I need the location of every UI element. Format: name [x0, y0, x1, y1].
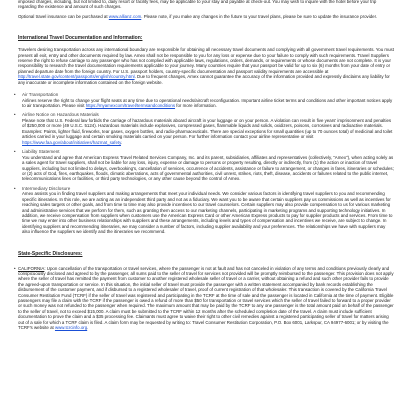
- item-text-end: .: [121, 139, 123, 145]
- insurance-text-start: Optional travel insurance can be purchased at: [18, 13, 109, 19]
- bullet-icon: •: [14, 265, 16, 271]
- california-label: CALIFORNIA: [18, 265, 45, 271]
- travel-insurance-paragraph: [18, 14, 394, 19]
- item-text-start: Airlines reserve the right to change your flight seats at any time due to operational needs/aircraft reconfiguration. Important airline ticket terms and conditions and other important notices apply to air transportation. Please visit: [22, 97, 393, 109]
- state-disclosures-heading: State-Specific Disclosures:: [18, 250, 83, 257]
- california-disclosure: [14, 265, 394, 331]
- international-text-end: . Due to frequent changes, Amex cannot guarantee the accuracy of the information provided and expressly disclaims any liability for any inaccurate or incomplete information contained on the foreign website.: [18, 74, 390, 85]
- list-item-liability-statement: [14, 149, 394, 182]
- allianz-link[interactable]: www.allianz.com: [108, 13, 142, 19]
- item-text: [22, 118, 394, 145]
- list-item-air-transportation: [14, 92, 394, 109]
- tcrc-link[interactable]: www.tcrcinfo.org: [54, 325, 88, 331]
- california-end: .: [87, 325, 89, 331]
- travel-info-list: [14, 92, 394, 235]
- item-text: You understand and agree that American Express Travel Related Services Company, Inc. and its parent, subsidiaries, affiliates and representatives (collectively, "Amex"), when acting solely as a sales agent for travel suppliers, shall not be liable for any loss, injury, expense or damage to persons or property resulting, directly or indirectly, from (1) the action or inaction of travel suppliers, including but not limited to delays, overbooking's, cancellation of services, occurrence of accidents, assistance or failure to arrangement, or changes in fares, itineraries or schedules; or (2) acts of God, fires, earthquakes, floods, climatic aberrations, acts of governmental authorities, civil unrest, strikes, riots, theft, disease, accidents or failures related to the public internet, telecommunications lines or facilities, or third party technologies, or any other cause beyond the control of Amex.: [22, 154, 394, 182]
- list-item-intermediary-disclosure: [14, 185, 394, 235]
- item-title: Liability Statement: [22, 149, 60, 155]
- faa-hazmat-link[interactable]: https://www.faa.gov/about/initiatives/hazmat_safety: [22, 139, 122, 145]
- insurance-text-end: . Please note, if you make any changes in the future to your travel plans, please be sure to update the insurance provider.: [141, 13, 378, 19]
- item-text-end: for more information.: [175, 103, 217, 109]
- item-title: Intermediary Disclosure: [22, 185, 71, 191]
- international-paragraph: [18, 47, 394, 85]
- terms-conditions-link[interactable]: https://myamexcom/travel/termsandconditions: [85, 103, 176, 109]
- list-item-hazardous-materials: [14, 112, 394, 145]
- international-travel-heading: International Travel Documentation and Information:: [18, 35, 143, 42]
- bullet-icon: •: [14, 149, 16, 155]
- bullet-icon: •: [14, 92, 16, 98]
- item-text: [22, 98, 394, 109]
- california-text: [18, 266, 394, 331]
- travel-state-gov-link[interactable]: http://travel.state.gov/content/passports/english/country.html: [18, 74, 135, 80]
- item-text: Amex assists you in finding travel suppliers and making arrangements that meet your individual needs. We consider various factors in identifying travel suppliers to you and recommending specific itineraries. In this role, we are acting as an independent third party and not as a fiduciary. We want you to be aware that certain suppliers pay us commissions as well as incentives for reaching sales targets or other goals, and from time to time may also provide incentives to our travel counselors. Certain suppliers may also provide compensation to us for various marketing and administrative services that we perform for them, such as granting them access to our marketing channels, participating in marketing programs and supporting technology initiatives. In addition, we receive compensation from suppliers when customers use the American Express Card or other American Express products to pay for supplier products and services. From time to time we may enter into other business relationships with suppliers and these arrangements, including levels and types of compensation and incentives we receive, are subject to change. In identifying suppliers and recommending itineraries, we may consider a number of factors, including supplier availability and your preferences. The relationships we have with suppliers may also influence the suppliers we identify and the itineraries we recommend.: [22, 191, 393, 235]
- california-body: : Upon cancellation of the transportation or travel services, where the passenger is not at fault and has not canceled in violation of any terms and conditions previously clearly and conspicuously disclosed and agreed to by the passenger, all sums paid to the seller of travel for services not provided will be promptly reimbursed to the passenger. This provision does not apply where the seller of travel has remitted the payment from customer to another registered wholesale seller of travel or a carrier, without obtaining a refund and such other provider fails to provide the agreed-upon transportation or service. In this situation, the initial seller of travel must provide the passenger with a written statement accompanied by bank records establishing the disbursement of the customer payment, and if disbursed to a registered wholesaler of travel, proof of current registration of that wholesaler. This transaction is covered by the California Travel Consumer Restitution Fund (TCRF) if the seller of travel was registered and participating in the TCRF at the time of sale and the passenger is located in California at the time of payment. Eligible passengers may file a claim with the TCRF if the passenger is owed a refund of more than $50 for transportation or travel services which the seller of travel failed to forward to a proper provider or such money was not refunded to the passenger when required. The maximum amount that may be paid by the TCRF to any one passenger is the total amount paid on behalf of the passenger to the seller of travel, not to exceed $15,000. A claim must be submitted to the TCRF within 12 months after the scheduled completion date of the travel. A claim must include sufficient documentation to prove the claim and a $35 processing fee. Claimants must agree to waive their right to other civil remedies against a registered participating seller of travel for matters arising out of a sale for which a TCRF claim is filed. A claim form may be requested by writing to: Travel Consumer Restitution Corporation, P.O. Box 6001, Larkspur, CA 94977-6001; or by visiting the TCRF's website at: [18, 265, 394, 331]
- international-text: Travelers desiring transportation across any international boundary are responsible for obtaining all necessary travel documents and complying with all government travel requirements. You must present all exit, entry and other documents required by law. Amex shall not be responsible to you for any loss or expense due to your failure to comply with such requirements. Travel Suppliers reserve the right to refuse carriage to any passenger who has not complied with applicable laws, regulations, orders, demands, or requirements or whose documents are not complete. It is your responsibility to research the travel documentation requirements applicable to your journey. Many countries require that your passport be valid for up to six (6) months from your date of entry or planned departure date from the foreign country. For U.S. passport holders, country-specific documentation and passport validity requirements are accessible at: [18, 47, 394, 74]
- item-title: Airline Notice on Hazardous Materials: [22, 112, 99, 118]
- bullet-icon: •: [14, 112, 16, 118]
- item-text-start: Please note that U.S. Federal law forbids the carriage of hazardous materials aboard aircraft in your luggage or on your person. A violation can result in five years' imprisonment and penalties of $250,000 or more (49 U.S.C. 5124). Hazardous materials include explosives, compressed gases, flammable liquids and solids, oxidizers, poisons, corrosives and radioactive materials. Examples: Paints, lighter fluid, fireworks, tear gases, oxygen bottles, and radio-pharmaceuticals. There are special exceptions for small quantities (up to 70 ounces total) of medicinal and toilet articles carried in your luggage and certain smoking materials carried on your person. For further information contact your airline representative or visit: [22, 118, 393, 140]
- item-title: Air Transportation: [22, 92, 59, 98]
- bullet-icon: •: [14, 185, 16, 191]
- intro-paragraph: imposed charges, including, but not limited to, daily resort or facility fees, may be applicable to your stay and payable at check-out. You may wish to inquire with the hotel before your trip regarding the existence and amount of such charges.: [18, 0, 377, 10]
